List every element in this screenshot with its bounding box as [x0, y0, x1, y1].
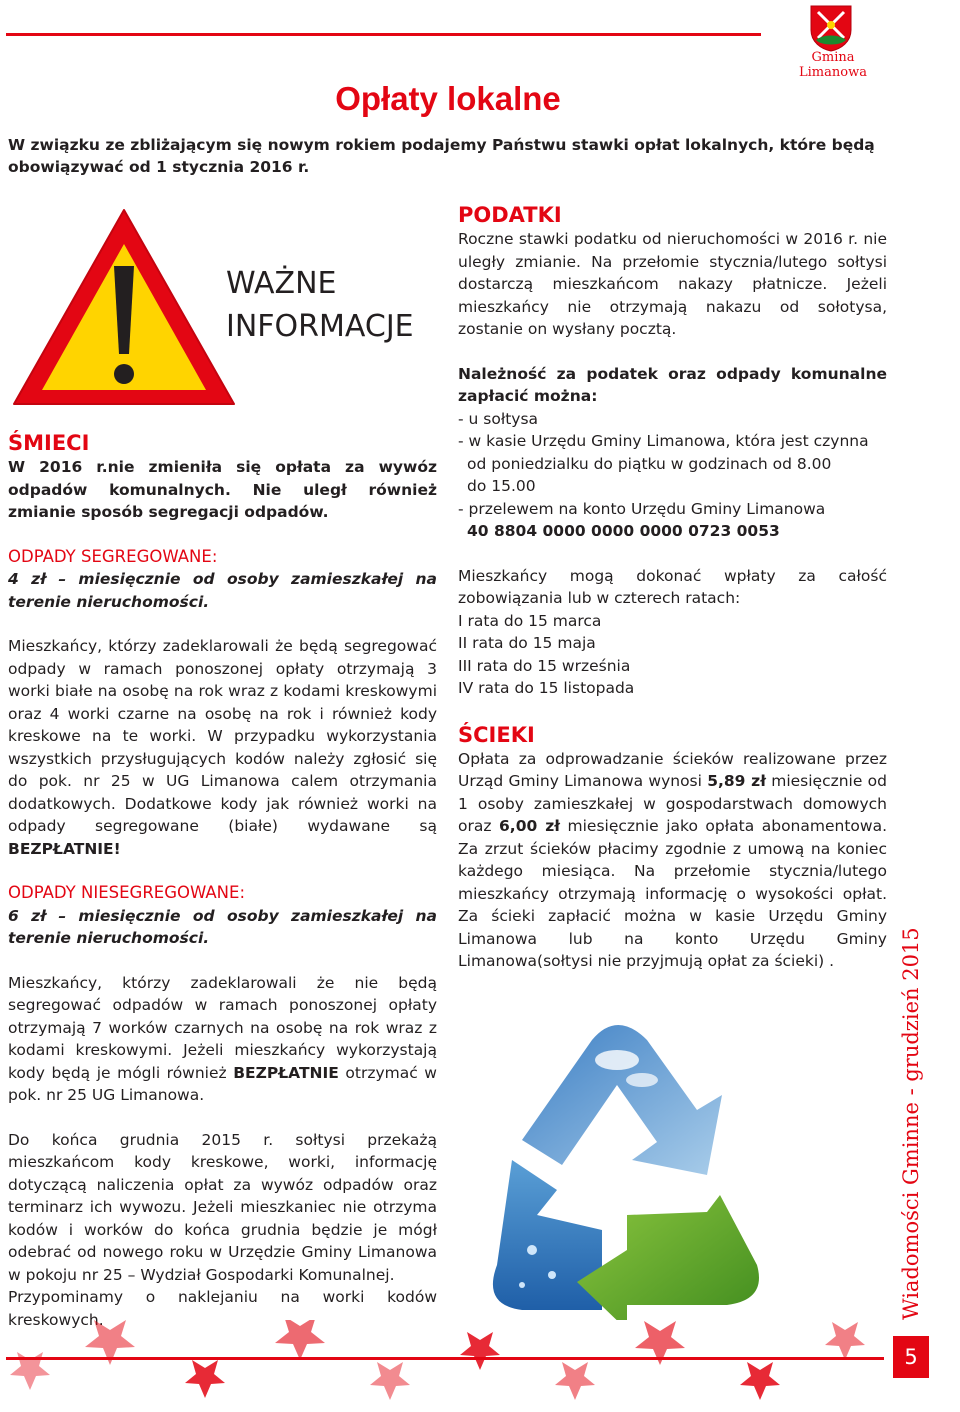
scieki-text-b: miesięcznie od 1 osoby zamieszkałej w gospodarstwach domowych oraz	[458, 772, 887, 835]
installment-item: II rata do 15 maja	[458, 634, 596, 652]
unsegregated-heading: ODPADY NIESEGREGOWANE:	[8, 883, 246, 902]
bank-account-number: 40 8804 0000 0000 0000 0723 0053	[467, 522, 780, 540]
section-heading-scieki: ŚCIEKI	[458, 722, 535, 747]
scieki-text-c: miesięcznie jako opłata abonamentowa. Za zrzut ścieków płacimy zgodnie z umową na koniec każdego miesiąca. Na przełomie stycznia/lutego mieszkańcy otrzymają informację o wysokości opłat. Za ścieki zapłacić można w kasie Urzędu Gminy Limanowa lub na konto Urzędu Gminy Limanowa(sołtysi nie przyjmują opłat za ścieki) .	[458, 817, 887, 970]
important-info-line: WAŻNE	[226, 266, 337, 301]
warning-sign-icon	[8, 204, 240, 414]
payment-option-detail: do 15.00	[467, 477, 536, 495]
right-column	[458, 202, 887, 973]
important-info-label	[226, 262, 414, 348]
gmina-crest-icon	[808, 4, 854, 52]
unsegregated-text	[8, 972, 437, 1107]
installment-item: I rata do 15 marca	[458, 611, 602, 630]
installments-lead: Mieszkańcy mogą dokonać wpłaty za całość zobowiązania lub w czterech ratach:	[458, 566, 887, 607]
intro-line: W związku ze zbliżającym się nowym rokiem podajemy Państwu stawki opłat lokalnych, które będą	[8, 136, 875, 154]
footer-rule	[6, 1357, 884, 1360]
brand-name: Gmina Limanowa	[799, 50, 867, 80]
page-title: Opłaty lokalne	[335, 80, 561, 117]
end-of-year-text: Do końca grudnia 2015 r. sołtysi przekażą mieszkańcom kody kreskowe, worki, informację dotyczącą naliczenia opłat za wywóz odpadów oraz terminarz ich wywozu. Jeżeli mieszkaniec nie otrzyma kodów i worków do końca grudnia będzie je mógł odebrać od nowego roku w Urzędzie Gminy Limanowa w pokoju nr 25 – Wydział Gospodarki Komunalnej.	[8, 1130, 437, 1284]
unsegregated-free: BEZPŁATNIE	[233, 1063, 339, 1082]
payment-heading: Należność za podatek oraz odpady komunalne zapłacić można:	[458, 364, 887, 405]
scieki-text	[458, 748, 887, 973]
reminder-text: Przypominamy o naklejaniu na worki kodów kreskowych.	[8, 1288, 437, 1329]
unsegregated-text-a: Mieszkańcy, którzy zadeklarowali że nie będą segregować odpadów w ramach ponoszonej opłaty otrzymają 7 worków czarnych na osobę na rok wraz z kodami kreskowymi. Jeżeli mieszkańcy wykorzystają kody będą je mógli również	[8, 973, 437, 1082]
segregated-text-body: Mieszkańcy, którzy zadeklarowali że będą segregować odpady w ramach ponoszonej opłaty otrzymają 3 worki białe na osobę na rok wraz z kodami kreskowymi oraz 4 worki czarne na osobę na rok i również kody kreskowe na te worki. W przypadku wykorzystania wszystkich przysługujących kodów należy zgłosić się do pok. nr 25 w UG Limanowa calem otrzymania dodatkowych. Dodatkowe kody jak również worki na odpady segregowane (białe) wydawane są	[8, 637, 437, 835]
left-column	[8, 430, 437, 1331]
section-heading-smieci: ŚMIECI	[8, 431, 90, 455]
scieki-amount-1: 5,89 zł	[707, 772, 766, 790]
intro-line: obowiązywać od 1 stycznia 2016 r.	[8, 158, 310, 176]
decorative-stars	[0, 1320, 960, 1412]
segregated-heading: ODPADY SEGREGOWANE:	[8, 546, 218, 566]
payment-option: - u sołtysa	[458, 409, 539, 428]
podatki-text: Roczne stawki podatku od nieruchomości w 2016 r. nie uległy zmianie. Na przełomie stycznia/lutego sołtysi dostarczą mieszkańcom nakazy płatnicze. Jeżeli mieszkańcy nie otrzymają nakazu od sołotysa, zostanie on wysłany pocztą.	[458, 230, 887, 338]
segregated-text	[8, 635, 437, 860]
segregated-rate: 4 zł – miesięcznie od osoby zamieszkałej na terenie nieruchomości.	[8, 570, 437, 611]
unsegregated-rate: 6 zł – miesięcznie od osoby zamieszkałej na terenie nieruchomości.	[8, 906, 437, 947]
important-info-line: INFORMACJE	[226, 309, 414, 344]
unsegregated-text-b: otrzymać w pok. nr 25 UG Limanowa.	[8, 1063, 437, 1104]
payment-option-detail: od poniedzialku do piątku w godzinach od 8.00	[467, 454, 832, 473]
side-publication-title-text: Wiadomości Gminne - grudzień 2015	[899, 927, 923, 1320]
installment-item: IV rata do 15 listopada	[458, 679, 635, 697]
header-rule	[6, 33, 761, 36]
scieki-amount-2: 6,00 zł	[499, 817, 561, 835]
scieki-text-a: Opłata za odprowadzanie ścieków realizowane przez Urząd Gminy Limanowa wynosi	[458, 749, 887, 790]
segregated-free: BEZPŁATNIE!	[8, 839, 121, 858]
payment-option: - przelewem na konto Urzędu Gminy Limanowa	[458, 499, 826, 518]
installment-item: III rata do 15 września	[458, 656, 631, 675]
recycling-symbol-icon	[452, 1000, 782, 1320]
payment-option: - w kasie Urzędu Gminy Limanowa, która jest czynna	[458, 432, 869, 450]
intro-text	[8, 134, 888, 178]
page-number: 5	[893, 1336, 929, 1378]
side-publication-title	[893, 927, 929, 1320]
smieci-lead: W 2016 r.nie zmieniła się opłata za wywóz odpadów komunalnych. Nie uległ również zmianie sposób segregacji odpadów.	[8, 458, 437, 521]
section-heading-podatki: PODATKI	[458, 203, 562, 227]
